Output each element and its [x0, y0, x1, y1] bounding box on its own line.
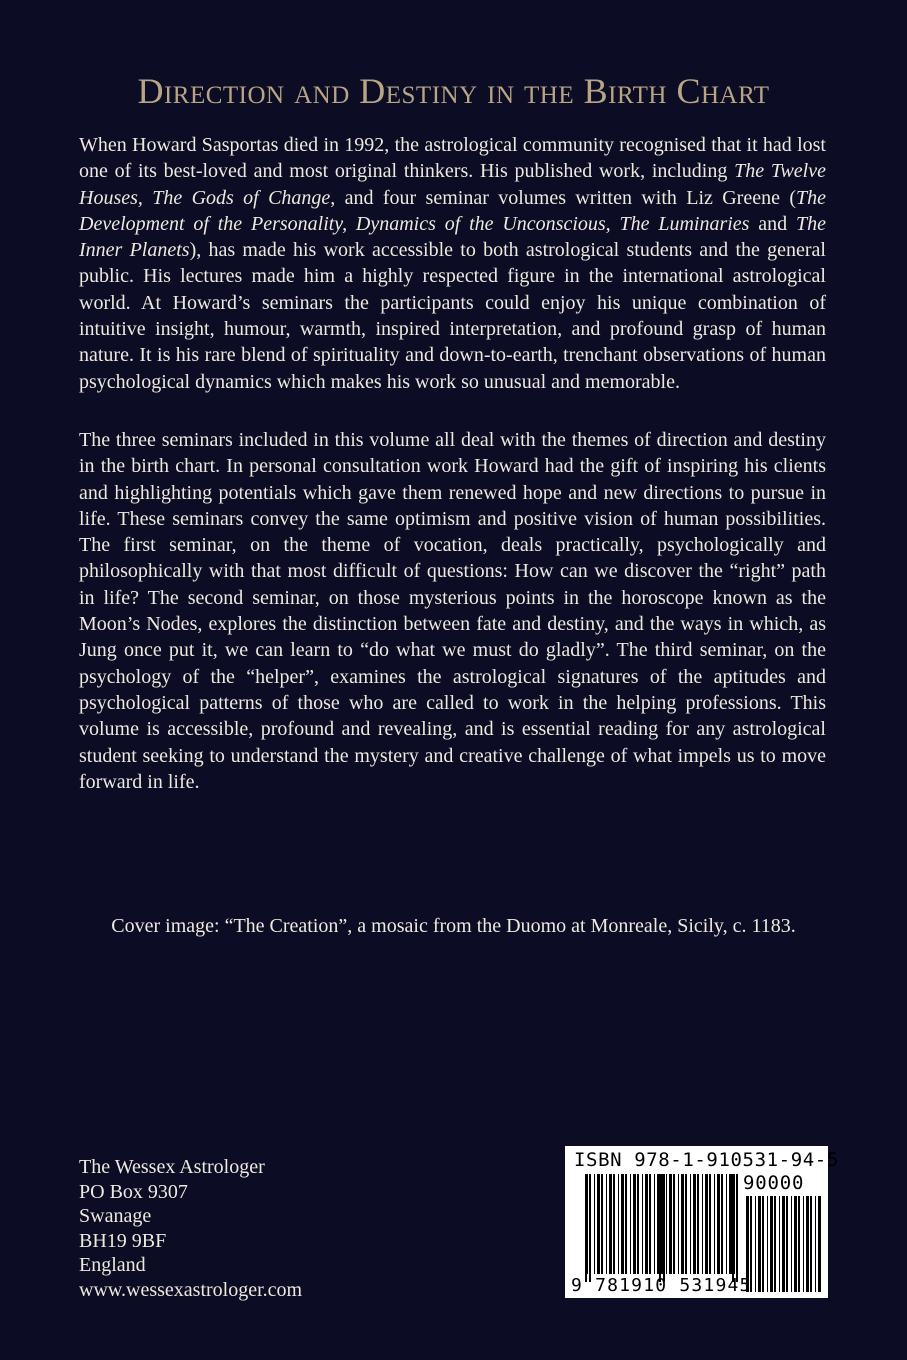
para1-italic-titles-2: The Development of the Personality, Dynamics of the Unconscious, The Luminaries — [79, 186, 826, 235]
description-paragraph-1 — [79, 132, 826, 395]
publisher-po-box: PO Box 9307 — [79, 1180, 188, 1203]
para1-italic-titles-3: The Inner Planets — [79, 212, 826, 262]
price-code: 90000 — [743, 1172, 805, 1194]
publisher-address — [79, 1155, 302, 1302]
publisher-country: England — [79, 1254, 146, 1276]
isbn-number: ISBN 978-1-910531-94-5 — [574, 1149, 839, 1171]
publisher-postcode: BH19 9BF — [79, 1229, 167, 1252]
ean-digits: 9 781910 531945 — [571, 1275, 752, 1296]
publisher-town: Swanage — [79, 1205, 152, 1227]
description-paragraph-2: The three seminars included in this volume all deal with the themes of direction and destiny in the birth chart. In personal consultation work Howard had the gift of inspiring his clients and highlighting potentials which gave them renewed hope and new directions to pursue in life. These seminars convey the same optimism and positive vision of human possibilities. The first seminar, on the theme of vocation, deals practically, psychologically and philosophically with that most difficult of questions: How can we discover the “right” path in life? The second seminar, on those mysterious points in the horoscope known as the Moon’s Nodes, explores the distinction between fate and destiny, and the ways in which, as Jung once put it, we can learn to “do what we must do gladly”. The third seminar, on the psychology of the “helper”, examines the astrological signatures of the aptitudes and psychological patterns of those who are called to work in the helping professions. This volume is accessible, profound and revealing, and is essential reading for any astrological student seeking to understand the mystery and creative challenge of what impels us to move forward in life. — [79, 429, 826, 793]
publisher-name: The Wessex Astrologer — [79, 1156, 265, 1178]
para1-text-1: When Howard Sasportas died in 1992, the astrological community recognised that it had lost one of its best-loved and most original thinkers. His published work, including — [79, 134, 826, 183]
para1-text-2: , and four seminar volumes written with Liz Greene ( — [330, 186, 796, 209]
isbn-barcode — [565, 1146, 839, 1298]
para1-text-4: ), has made his work accessible to both astrological students and the general public. His lectures made him a highly respected figure in the international astrological world. At Howard’s seminars the participants could enjoy his unique combination of intuitive insight, humour, warmth, inspired interpretation, and profound grasp of human nature. It is his rare blend of spirituality and down-to-earth, trenchant observations of human psychological dynamics which makes his work so unusual and memorable. — [79, 239, 826, 393]
para1-italic-titles-1: The Twelve Houses, The Gods of Change — [79, 160, 826, 209]
cover-image-credit: Cover image: “The Creation”, a mosaic from the Duomo at Monreale, Sicily, c. 1183. — [111, 915, 796, 937]
book-title: Direction and Destiny in the Birth Chart — [137, 71, 770, 111]
publisher-website: www.wessexastrologer.com — [79, 1278, 303, 1301]
para1-text-3: and — [749, 212, 796, 235]
